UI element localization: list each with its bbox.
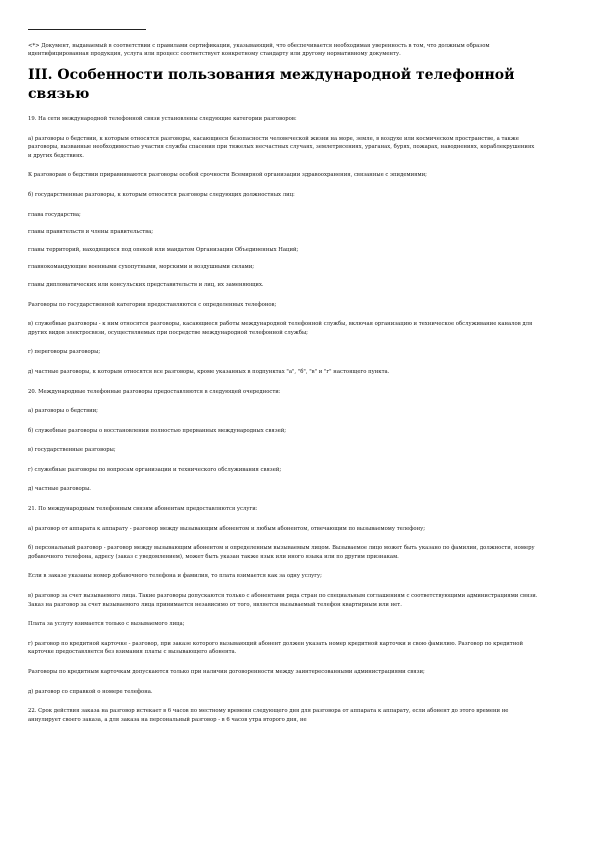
paragraph: г) разговор по кредитной карточке - разговор, при заказе которого вызывающий абонент должен указать номер кредитной карточки и свою фамилию. Разговор по кредитной карточке предоставляется без взимания платы с вызывающего абонента.: [28, 640, 523, 656]
paragraph: д) частные разговоры.: [28, 486, 91, 493]
paragraph: Если в заказе указаны номер добавочного телефона и фамилия, то плата взимается как за одну услугу;: [28, 573, 322, 580]
paragraph: 19. На сети международной телефонной связи установлены следующие категории разговоров:: [28, 116, 297, 122]
paragraph: Плата за услугу взимается только с вызываемого лица;: [28, 621, 185, 628]
paragraph: б) государственные разговоры, к которым относятся разговоры следующих должностных лиц:: [28, 191, 295, 198]
paragraph: Разговоры по кредитным карточкам допускаются только при наличии договоренности между заинтересованными администрациями связи;: [28, 669, 425, 675]
paragraph: в) разговор за счет вызываемого лица. Такие разговоры допускаются только с абонентами ряда стран по специальным соглашениям с соответствующими администрациями связи. Заказ на разговор за счет вызываемого лица принимается независимо от того, является вызываемый телефон квартирным или нет.: [28, 593, 538, 608]
paragraph: в) государственные разговоры;: [28, 447, 116, 454]
paragraph: д) частные разговоры, к которым относятся все разговоры, кроме указанных в подпунктах "а", "б", "в" и "г" настоящего пункта.: [28, 368, 390, 375]
paragraph: главы территорий, находящихся под опекой или мандатом Организации Объединенных Наций;: [28, 246, 299, 253]
paragraph: д) разговор со справкой о номере телефона.: [28, 688, 153, 695]
paragraph: 20. Международные телефонные разговоры предоставляются в следующей очередности:: [28, 388, 281, 395]
paragraph: б) служебные разговоры о восстановлении полностью прерванных международных связей;: [28, 427, 287, 434]
paragraph: а) разговор от аппарата к аппарату - разговор между вызывающим абонентом и любым абонентом, отвечающим по вызываемому телефону;: [28, 525, 426, 532]
paragraph: главы правительств и члены правительства;: [28, 229, 154, 236]
section-heading: III. Особенности пользования международной телефонной связью: [28, 67, 515, 102]
footnote-separator: [28, 29, 146, 30]
paragraph: К разговорам о бедствии приравниваются разговоры особой срочности Всемирной организации здравоохранения, связанные с эпидемиями;: [28, 172, 427, 179]
paragraph: главы дипломатических или консульских представительств и лиц, их заменяющих.: [28, 281, 264, 288]
paragraph: в) служебные разговоры - к ним относятся разговоры, касающиеся работы международной телефонной службы, включая организацию и техническое обслуживание каналов для других видов электросвязи, осуществляемых при посредстве международной телефонной службы;: [28, 321, 533, 336]
paragraph: а) разговоры о бедствии;: [28, 408, 98, 415]
paragraph: 21. По международным телефонным связям абонентам предоставляются услуги:: [28, 506, 258, 513]
paragraph: 22. Срок действия заказа на разговор истекает в 6 часов по местному времени следующего дня для разговора от аппарата к аппарату, если абонент до этого времени не аннулирует своего заказа, а для заказа на персональный разговор - в 6 часов утра второго дня, не: [28, 708, 509, 723]
paragraph: б) персональный разговор - разговор между вызывающим абонентом и определенным вызываемым лицом. Вызываемое лицо может быть указано по фамилии, должности, номеру добавочного телефона, адресу (заказ с уведомлением), может быть указан также язык или иного языка или по другим признакам.: [28, 545, 535, 560]
footnote: <*> Документ, выдаваемый в соответствии с правилами сертификации, указывающий, что обеспечивается необходимая уверенность в том, что должным образом идентифицированная продукция, услуга или процесс соответствует конкретному стандарту или другому нормативному документу.: [28, 43, 490, 57]
paragraph: главнокомандующие военными сухопутными, морскими и воздушными силами;: [28, 264, 255, 271]
paragraph: а) разговоры о бедствии, к которым относятся разговоры, касающиеся безопасности человеческой жизни на море, земле, в воздухе или космическом пространстве, а также разговоры, вызванные необходимостью участия службы спасения при тяжелых несчастных случаях, землетрясениях, ураганах, бурях, пожарах, наводнениях, кораблекрушениях и других бедствиях.: [28, 135, 535, 159]
paragraph: г) переговоры разговоры;: [28, 349, 101, 356]
paragraph: глава государства;: [28, 211, 81, 218]
paragraph: Разговоры по государственной категории предоставляются с определенных телефонов;: [28, 301, 277, 308]
paragraph: г) служебные разговоры по вопросам организации и технического обслуживания связей;: [28, 466, 282, 473]
